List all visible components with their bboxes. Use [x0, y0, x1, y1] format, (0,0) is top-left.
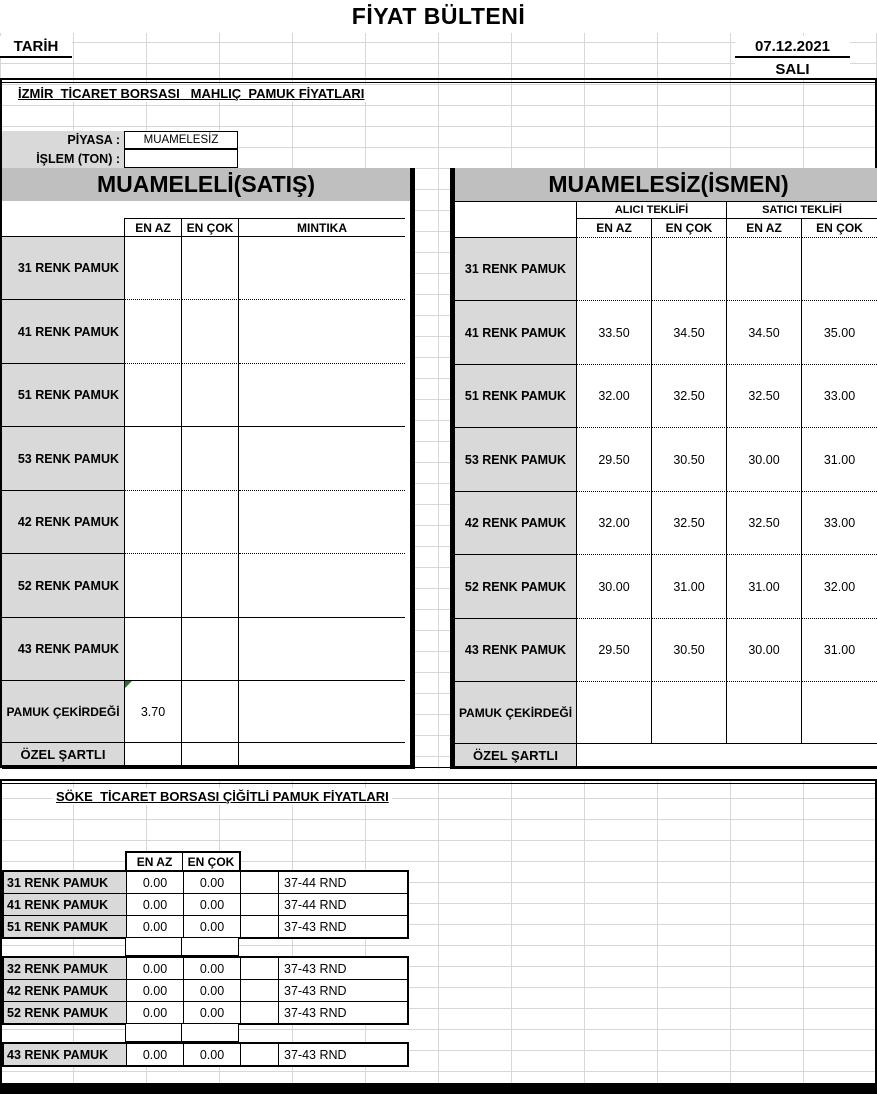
en-cok-cell: 0.00 — [184, 1002, 241, 1023]
en-cok-cell: 0.00 — [184, 1044, 241, 1065]
mintika-cell — [239, 554, 405, 618]
en-cok-cell: 0.00 — [184, 872, 241, 893]
alici-en-cok-cell: 30.50 — [652, 619, 727, 682]
en-az-cell — [125, 427, 182, 491]
satici-en-az-cell — [727, 238, 802, 301]
table-row — [2, 554, 410, 618]
ozel-sartli-value-cell — [577, 744, 877, 766]
row-label: 52 RENK PAMUK — [2, 554, 125, 618]
row-label: PAMUK ÇEKİRDEĞİ — [455, 682, 577, 744]
pamuk-cekirdegi-row — [2, 681, 410, 743]
satici-en-cok-cell: 35.00 — [802, 301, 877, 365]
row-label: 53 RENK PAMUK — [2, 427, 125, 491]
section-top-double-line — [2, 783, 875, 784]
en-cok-cell — [182, 554, 239, 618]
soke-header-en-cok: EN ÇOK — [187, 854, 235, 869]
pamuk-cekirdegi-row — [455, 682, 877, 744]
mintika-cell — [239, 427, 405, 491]
rnd-cell: 37-43 RND — [284, 961, 347, 976]
table-row — [455, 238, 877, 301]
left-header-label-cell — [2, 218, 125, 237]
islem-ton-value-cell — [124, 149, 238, 168]
en-cok-cell — [182, 491, 239, 554]
alici-en-cok-cell: 31.00 — [652, 555, 727, 619]
satici-en-az-cell: 30.00 — [727, 619, 802, 682]
date-value: 07.12.2021 — [735, 36, 850, 58]
muamelesiz-ismen-table — [450, 168, 877, 770]
table-row — [455, 428, 877, 492]
soke-group-1 — [2, 870, 409, 939]
alici-en-az-cell: 29.50 — [577, 619, 652, 682]
alici-en-az-cell: 29.50 — [577, 428, 652, 492]
spacer-cell — [241, 894, 279, 915]
alici-en-cok-cell: 30.50 — [652, 428, 727, 492]
row-label: 41 RENK PAMUK — [455, 301, 577, 365]
ozel-sartli-label: ÖZEL ŞARTLI — [2, 743, 125, 765]
spacer-cell — [241, 1044, 279, 1065]
date-label: TARİH — [0, 36, 72, 58]
satici-en-az-cell: 31.00 — [727, 555, 802, 619]
alici-en-az-cell: 32.00 — [577, 365, 652, 428]
row-label: 43 RENK PAMUK — [4, 1044, 127, 1065]
table-row — [4, 979, 407, 1001]
table-row — [455, 365, 877, 428]
row-label: 31 RENK PAMUK — [2, 237, 125, 300]
table-row — [455, 492, 877, 555]
en-cok-cell — [182, 237, 239, 300]
row-label: 51 RENK PAMUK — [455, 365, 577, 428]
right-header-en-az-satici: EN AZ — [727, 219, 802, 238]
alici-en-az-cell — [577, 238, 652, 301]
empty-cell — [182, 1023, 239, 1042]
right-table-header-row — [455, 219, 877, 238]
day-value: SALI — [735, 59, 850, 79]
alici-en-cok-cell — [652, 682, 727, 744]
table-row — [4, 1001, 407, 1023]
table-row — [455, 301, 877, 365]
ozel-sartli-row — [455, 744, 877, 766]
spacer-cell — [241, 1002, 279, 1023]
right-header-label-cell — [455, 219, 577, 238]
izmir-section — [0, 78, 877, 768]
alici-en-cok-cell: 32.50 — [652, 492, 727, 555]
spacer-cell — [241, 916, 279, 937]
en-cok-cell: 0.00 — [184, 916, 241, 937]
right-header-en-cok-alici: EN ÇOK — [652, 219, 727, 238]
en-az-cell: 0.00 — [127, 958, 184, 979]
en-az-cell: 0.00 — [127, 916, 184, 937]
rnd-cell: 37-43 RND — [284, 983, 347, 998]
table-row — [2, 491, 410, 554]
alici-en-az-cell: 32.00 — [577, 492, 652, 555]
en-az-cell — [125, 743, 182, 765]
ozel-sartli-label: ÖZEL ŞARTLI — [455, 744, 577, 766]
row-label: 53 RENK PAMUK — [455, 428, 577, 492]
ozel-sartli-row — [2, 743, 410, 765]
row-label: 41 RENK PAMUK — [2, 300, 125, 364]
en-cok-cell — [182, 427, 239, 491]
row-label: 31 RENK PAMUK — [455, 238, 577, 301]
soke-section-heading: SÖKE TİCARET BORSASI ÇİĞİTLİ PAMUK FİYATLARI — [53, 788, 392, 805]
section-top-double-line — [2, 82, 875, 83]
soke-blank-row — [125, 937, 239, 956]
muameleli-satis-title: MUAMELELİ(SATIŞ) — [2, 168, 410, 201]
en-cok-cell: 0.00 — [184, 980, 241, 1001]
en-cok-cell — [182, 618, 239, 681]
satici-en-cok-cell: 31.00 — [802, 619, 877, 682]
mintika-cell — [239, 364, 405, 427]
row-label: 32 RENK PAMUK — [4, 958, 127, 979]
row-label: 51 RENK PAMUK — [2, 364, 125, 427]
section-divider-gap — [0, 769, 877, 779]
table-row — [2, 237, 410, 300]
mintika-cell — [239, 237, 405, 300]
page-title: FİYAT BÜLTENİ — [0, 0, 877, 33]
spacer-row — [2, 201, 410, 218]
alici-en-az-cell — [577, 682, 652, 744]
soke-header-row — [125, 851, 241, 872]
satici-en-az-cell: 32.50 — [727, 365, 802, 428]
cell-note-triangle-icon — [125, 681, 132, 688]
satici-en-az-cell: 30.00 — [727, 428, 802, 492]
alici-en-cok-cell: 32.50 — [652, 365, 727, 428]
spacer-cell — [241, 958, 279, 979]
row-label: 52 RENK PAMUK — [455, 555, 577, 619]
satici-en-cok-cell: 32.00 — [802, 555, 877, 619]
en-az-cell — [125, 300, 182, 364]
rnd-cell: 37-44 RND — [284, 897, 347, 912]
mintika-cell — [239, 743, 405, 765]
islem-ton-label: İŞLEM (TON) : — [2, 149, 124, 168]
right-header-en-cok-satici: EN ÇOK — [802, 219, 877, 238]
alici-teklifi-header: ALICI TEKLİFİ — [577, 202, 727, 219]
en-az-cell — [125, 364, 182, 427]
left-table-header-row — [2, 218, 410, 237]
table-row — [455, 619, 877, 682]
row-label: 42 RENK PAMUK — [455, 492, 577, 555]
mintika-cell — [239, 491, 405, 554]
rnd-cell: 37-43 RND — [284, 1005, 347, 1020]
alici-en-az-cell: 30.00 — [577, 555, 652, 619]
satici-en-cok-cell: 33.00 — [802, 365, 877, 428]
en-az-cell — [125, 237, 182, 300]
rnd-cell: 37-43 RND — [284, 919, 347, 934]
piyasa-value-cell: MUAMELESİZ — [124, 131, 238, 149]
en-az-cell: 0.00 — [127, 894, 184, 915]
en-az-cell — [125, 491, 182, 554]
en-az-cell: 0.00 — [127, 872, 184, 893]
table-row — [2, 364, 410, 427]
alici-en-cok-cell: 34.50 — [652, 301, 727, 365]
rnd-cell: 37-44 RND — [284, 875, 347, 890]
empty-cell — [182, 937, 239, 956]
en-cok-cell — [182, 743, 239, 765]
table-row — [4, 915, 407, 937]
table-row — [2, 618, 410, 681]
row-label: 51 RENK PAMUK — [4, 916, 127, 937]
offer-group-header-row — [455, 202, 877, 219]
satici-en-az-cell: 32.50 — [727, 492, 802, 555]
left-header-en-cok: EN ÇOK — [182, 218, 239, 237]
row-label: 31 RENK PAMUK — [4, 872, 127, 893]
en-cok-cell — [182, 300, 239, 364]
table-row — [4, 893, 407, 915]
row-label: 42 RENK PAMUK — [2, 491, 125, 554]
seed-price-value: 3.70 — [140, 704, 166, 719]
row-label: 43 RENK PAMUK — [455, 619, 577, 682]
en-cok-cell — [182, 681, 239, 743]
soke-group-3 — [2, 1042, 409, 1067]
row-label: 41 RENK PAMUK — [4, 894, 127, 915]
left-header-mintika: MINTIKA — [239, 218, 405, 237]
empty-cell — [125, 937, 182, 956]
satici-en-az-cell: 34.50 — [727, 301, 802, 365]
en-cok-cell: 0.00 — [184, 958, 241, 979]
satici-teklifi-header: SATICI TEKLİFİ — [727, 202, 877, 219]
row-label: 42 RENK PAMUK — [4, 980, 127, 1001]
mintika-cell — [239, 681, 405, 743]
rnd-cell: 37-43 RND — [284, 1047, 347, 1062]
mintika-cell — [239, 618, 405, 681]
right-header-en-az-alici: EN AZ — [577, 219, 652, 238]
row-label: 43 RENK PAMUK — [2, 618, 125, 681]
soke-section — [0, 779, 877, 1094]
en-az-cell — [125, 681, 182, 743]
group-header-spacer — [455, 202, 577, 219]
table-row — [4, 1044, 407, 1065]
empty-cell — [125, 1023, 182, 1042]
satici-en-az-cell — [727, 682, 802, 744]
muamelesiz-ismen-title: MUAMELESİZ(İSMEN) — [455, 168, 877, 202]
en-az-cell: 0.00 — [127, 1044, 184, 1065]
alici-en-cok-cell — [652, 238, 727, 301]
soke-blank-row — [125, 1023, 239, 1042]
muameleli-satis-table — [2, 168, 415, 769]
table-row — [4, 958, 407, 979]
row-label: PAMUK ÇEKİRDEĞİ — [2, 681, 125, 743]
satici-en-cok-cell — [802, 682, 877, 744]
row-label: 52 RENK PAMUK — [4, 1002, 127, 1023]
en-az-cell — [125, 618, 182, 681]
left-header-en-az: EN AZ — [125, 218, 182, 237]
spacer-cell — [241, 872, 279, 893]
table-row — [2, 427, 410, 491]
satici-en-cok-cell: 33.00 — [802, 492, 877, 555]
en-az-cell — [125, 554, 182, 618]
soke-header-en-az: EN AZ — [127, 853, 183, 870]
mintika-cell — [239, 300, 405, 364]
en-cok-cell — [182, 364, 239, 427]
table-row — [455, 555, 877, 619]
izmir-section-heading: İZMİR TİCARET BORSASI MAHLIÇ PAMUK FİYATLARI — [15, 85, 367, 102]
satici-en-cok-cell — [802, 238, 877, 301]
en-cok-cell: 0.00 — [184, 894, 241, 915]
piyasa-label: PİYASA : — [2, 131, 124, 149]
en-az-cell: 0.00 — [127, 980, 184, 1001]
en-az-cell: 0.00 — [127, 1002, 184, 1023]
table-row — [4, 872, 407, 893]
table-row — [2, 300, 410, 364]
spacer-cell — [241, 980, 279, 1001]
alici-en-az-cell: 33.50 — [577, 301, 652, 365]
satici-en-cok-cell: 31.00 — [802, 428, 877, 492]
soke-group-2 — [2, 956, 409, 1025]
